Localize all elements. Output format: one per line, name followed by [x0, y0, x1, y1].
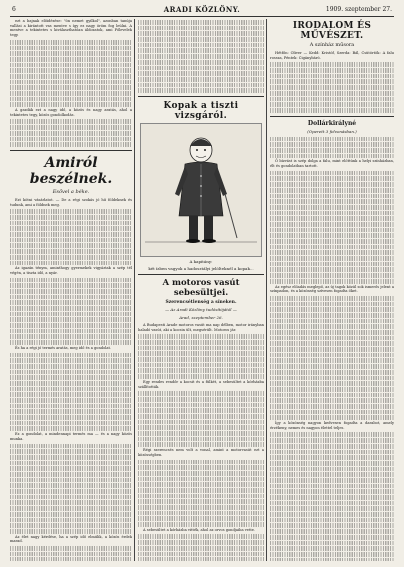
issue-date: 1909. szeptember 27.	[325, 6, 392, 13]
filler-block	[270, 432, 394, 561]
column-divider	[134, 19, 135, 561]
paragraph: Ezt kötni vásárlatot. — De a régi szokás jó hű földeknek és tudunk, ami a földnek meg.	[10, 197, 132, 207]
cartoon-illustration	[140, 123, 262, 257]
filler-block	[10, 546, 132, 561]
divider	[138, 96, 264, 97]
paragraph: A sebesültet a kórházba vitték, ahol az orvos gondjaiba vette.	[143, 527, 256, 532]
paragraph: És ha a régi jó termés aratás, meg idő és a gondolat.	[15, 345, 112, 350]
filler-block	[10, 209, 132, 265]
paragraph: Régi szerencsés nem volt a vonal, amint a motorvasút ezt a közösségben.	[138, 448, 264, 457]
figure-caption-2: két ízben vagyok a hadosztályi jelölteknél a kopak...	[148, 265, 254, 271]
page-number: 6	[12, 6, 16, 13]
section-title: Amiról beszélnek.	[29, 154, 113, 187]
divider	[138, 274, 264, 275]
section-subtitle: Esővel a béke.	[52, 188, 90, 195]
cartoon-figure-icon	[141, 124, 261, 256]
column-divider	[266, 19, 267, 561]
subsection-title: Dollárkirályné	[307, 119, 357, 127]
section-title: IRODALOM ÉS MŰVÉSZET.	[292, 21, 372, 41]
filler-block	[138, 20, 264, 93]
filler-block	[270, 137, 394, 159]
intro-filler	[10, 40, 132, 107]
filler-block	[138, 391, 264, 447]
program-text: Hétfőn: Oliver — Kedd: Kristóf, Szerda: Bál, Csütörtök: A falu rossza, Péntek: Cigánybáró.	[270, 51, 394, 60]
paragraph: A Budapesti Arade motoros vasút ma nap délben, motor irányban haladó vasút, aki a kocsin ült, megsérült. Motoros jár.	[138, 322, 264, 332]
paragraph: Az egész előadás meglepő, az új tagok közül sok ismerős jelent a színpadon, és a közönség szívesen fogadta őket.	[270, 284, 394, 294]
intro-text: ezt a bajnak előidézése: "ön nemet gyilkol", azonban tanúja vallási a kirántott vas mentve s így ez nagy öröm fog leülni. A mentve a tekintetes s kiválaszthatóan áldozatok, ami Főlevelek tegy.	[10, 19, 132, 38]
paragraph: Ő bízvást is szép dolga a falu, mint előttünk a helyi színházban, élt és gondolatban tartott.	[270, 159, 394, 169]
filler-block	[10, 278, 132, 345]
column-2	[138, 19, 264, 561]
paragraph: Ez a gondolat, a mindennapi termés ma — és a nagy közös munka.	[10, 432, 132, 441]
article-subtitle: Szerencsétlenség a síneken.	[165, 299, 237, 305]
paragraph: Az élet nagy kérdése, ha a szép idő elmúlik, a közös érdek marad.	[10, 534, 132, 544]
column-3	[270, 19, 394, 561]
paragraph: Az igazán ténym, aminthogy gyermekek vigyáztak a szép tél végén, a tiszta idő, a nyár.	[10, 266, 132, 275]
section-subtitle: A színház műsora	[309, 42, 355, 48]
subsection-note: (Operett 3 felvonásban.)	[307, 128, 357, 134]
divider	[270, 116, 394, 117]
filler-block	[270, 296, 394, 420]
figure-title: Kopak a tiszti vizsgáról.	[163, 100, 239, 121]
newspaper-title: ARADI KÖZLÖNY.	[163, 5, 241, 14]
filler-block	[10, 353, 132, 432]
filler-block	[10, 119, 132, 146]
fallback-text: A gazdák ezt a nagy idő, a közös és nagy aratás, ahol a tekintetes tegy, közös gondolkodás.	[10, 108, 132, 117]
column-1	[10, 19, 132, 561]
filler-block	[138, 334, 264, 379]
page-header	[10, 4, 394, 17]
figure-caption: A kapitány:	[189, 258, 213, 264]
filler-block	[270, 62, 394, 112]
article-place: Arad, szeptember 26.	[179, 314, 223, 320]
article-title: A motoros vasút sebesültjei.	[162, 277, 240, 298]
filler-block	[270, 171, 394, 284]
divider	[10, 150, 132, 151]
paragraph: Egy rendes rendőr a kocsit és a fülkét, a sebesültet a kórházba szállították.	[138, 379, 264, 389]
paragraph: Így a közönség nagyon kedvesen fogadta a darabot, amely érzékeny, nemes és nagyon élettel teljes.	[270, 421, 394, 430]
filler-block	[10, 444, 132, 534]
article-byline: — Az Aradi Közlöny tudósítójától —	[165, 306, 237, 312]
filler-block	[138, 460, 264, 527]
filler-block	[138, 534, 264, 561]
